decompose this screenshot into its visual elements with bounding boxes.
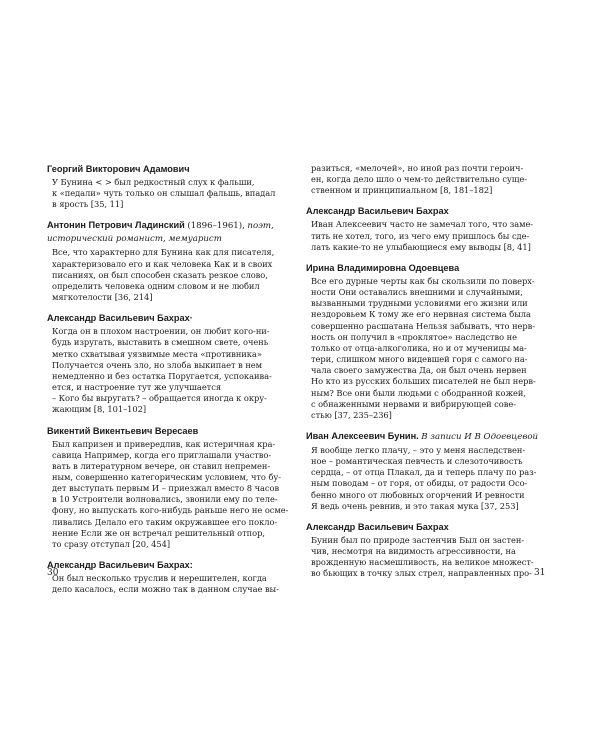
quote-text-line: Все, что характерно для Бунина как для писателя, xyxy=(52,247,275,258)
quote-text-line: ным, совершенно категорическим условием, что бу- xyxy=(52,471,281,482)
author-name: Антонин Петрович Ладинский xyxy=(47,220,185,231)
quote-author xyxy=(47,219,297,245)
quote-entry xyxy=(306,262,556,421)
quote-text-line: разиться, «мелочей», но иной раз почти героич- xyxy=(311,163,524,173)
quote-text-line: в 10 Устроители волновались, звонили ему по теле- xyxy=(52,494,278,505)
quote-entry xyxy=(47,312,297,415)
quote-author xyxy=(306,205,556,217)
quote-entry xyxy=(47,163,297,210)
quote-text-line: то сразу отступал [20, 454] xyxy=(52,538,171,549)
quote-author xyxy=(306,430,556,443)
author-name: Викентий Викентьевич Вересаев xyxy=(47,425,199,436)
quote-text-line: во бьющих в точку злых стрел, направленных про- xyxy=(311,568,532,579)
quote-text-line: сердца, – от отца Плакал, да и теперь плачу по раз- xyxy=(311,467,537,478)
quote-text-line: ным? Все они были людьми с ободранной кожей, xyxy=(311,387,526,398)
quote-text-line: Я ведь очень ревнив, и это такая мука [37, 253] xyxy=(311,500,519,511)
quote-text-line: чала своего замужества Да, он был очень нервен xyxy=(311,365,527,376)
quote-text-line: чив, несмотря на видимость агрессивности, на xyxy=(311,546,516,557)
quote-author xyxy=(306,262,556,274)
quote-text-line: тери, слишком много видевшей горя с самого на- xyxy=(311,354,528,365)
quote-text-line: мягкотелости [36, 214] xyxy=(52,292,153,303)
author-name: Иван Алексеевич Бунин. xyxy=(306,430,419,441)
quote-text-line: с обнаженными нервами и вибрирующей сове- xyxy=(311,398,516,409)
quote-entry xyxy=(306,430,556,512)
quote-text-line: нездоровьем К тому же его нервная система была xyxy=(311,309,531,320)
quote-text-line: нение Если же он встречал решительный отпор, xyxy=(52,527,265,538)
quote-author xyxy=(47,425,297,437)
quote-text-line: немедленно и без остатка Поругается, успокаива- xyxy=(52,370,272,381)
quote-text-line: тить не хотел, того, из чего ему пришлось бы сде- xyxy=(311,230,530,241)
quote-text-line: ным поводам – от горя, от обиды, от радости Осо- xyxy=(311,478,528,489)
quote-text-line: Все его дурные черты как бы скользили по поверх- xyxy=(311,275,535,286)
quote-text-line: Когда он в плохом настроении, он любит кого-ни- xyxy=(52,326,270,337)
author-name: Александр Васильевич Бахрах xyxy=(306,521,449,532)
quote-text-line: дело касалось, если можно так в данном случае вы- xyxy=(52,584,279,595)
quote-text-line: ное – романтическая певчесть и слезоточивость xyxy=(311,456,523,467)
quote-text-line: ен, когда дело шло о чем-то действительно суще- xyxy=(311,174,528,185)
quote-text-line: Он был несколько труслив и нерешителен, когда xyxy=(52,573,267,584)
left-column xyxy=(47,163,297,604)
quote-text-line: к «педали» чуть только он слышал фальшь, впадал xyxy=(52,188,276,199)
page-number-right: 31 xyxy=(534,568,546,578)
quote-text-line: метко схватывая уязвимые места «противника» xyxy=(52,348,262,359)
quote-entry xyxy=(306,521,556,580)
quote-text-line: вызванными трудными условиями его жизни или xyxy=(311,298,528,309)
quote-text-line: У Бунина < > был редкостный слух к фальши, xyxy=(52,177,255,187)
quote-text-line: будь изругать, выставить в смешном свете, очень xyxy=(52,337,269,348)
author-role: В записи И В Одоевцевой xyxy=(421,431,539,442)
quote-text-line: Бунин был по природе застенчив Был он застен- xyxy=(311,534,525,545)
quote-text-line: только от отца-алкоголика, но и от мученицы ма- xyxy=(311,342,527,353)
quote-text-line: жающим [8, 101–102] xyxy=(52,404,147,415)
quote-text-line: дет выступать первым И – приезжал вместо 8 часов xyxy=(52,483,280,494)
quote-text-line: писаниях, он был способен сказать резкое слово, xyxy=(52,269,268,280)
quote-text-line: ственном и принципиальном [8, 181–182] xyxy=(311,185,493,196)
quote-continuation xyxy=(306,163,556,196)
quote-text-line: Но кто из русских больших писателей не был нерв- xyxy=(311,376,536,387)
quote-text-line: лать какие-то не улыбающиеся ему выводы [8, 41] xyxy=(311,241,531,252)
quote-text-line: совершенно расшатана Нельзя забывать, что нерв- xyxy=(311,320,536,331)
quote-text-line: вать в литературном вечере, он ставил непремен- xyxy=(52,460,271,471)
author-name: Георгий Викторович Адамович xyxy=(47,164,190,174)
quote-text-line: бенно много от любовных огорчений И ревности xyxy=(311,489,525,500)
quote-entry xyxy=(306,205,556,252)
quote-text-line: врожденную насмешливость, на великое множест- xyxy=(311,557,534,568)
quote-text-line: характеризовало его и как человека Как и в своих xyxy=(52,258,273,269)
quote-text-line: ется, и настроение тут же улучшается xyxy=(52,382,221,393)
page-number-left: 30 xyxy=(47,568,59,578)
quote-entry xyxy=(47,219,297,303)
author-name: Ирина Владимировна Одоевцева xyxy=(306,262,460,273)
quote-text-line: ность он получил в «проклятое» наследство не xyxy=(311,331,517,342)
quote-author xyxy=(47,312,297,324)
quote-text-line: определить человека одним словом и не любил xyxy=(52,280,260,291)
right-column xyxy=(306,163,556,589)
quote-author xyxy=(306,521,556,533)
author-name: Александр Васильевич Бахрах xyxy=(306,206,449,217)
quote-entry xyxy=(47,425,297,551)
author-name: Александр Васильевич Бахрах: xyxy=(47,560,193,571)
quote-text-line: Я вообще легко плачу, – это у меня наследствен- xyxy=(311,444,526,455)
author-name: Александр Васильевич Бахрах· xyxy=(47,313,193,324)
quote-text-line: савица Например, когда его приглашали участво- xyxy=(52,449,272,460)
quote-text-line: ливались Делало его таким окружавшее его покло- xyxy=(52,516,278,527)
quote-text-line: – Кого бы выругать? – обращается иногда к окру- xyxy=(52,393,267,404)
quote-text-line: стью [37, 235–236] xyxy=(311,409,392,420)
quote-entry xyxy=(47,559,297,595)
author-dates: (1896–1961), xyxy=(187,221,245,232)
quote-author xyxy=(47,163,297,175)
quote-text-line: Был капризен и привередлив, как истеричная кра- xyxy=(52,438,276,449)
quote-text-line: Иван Алексеевич часто не замечал того, что заме- xyxy=(311,219,534,230)
quote-text-line: ности Они оставались внешними и случайными, xyxy=(311,287,523,298)
author-role: поэт, исторический романист, мемуарист xyxy=(47,221,274,245)
quote-text-line: в ярость [35, 11] xyxy=(52,199,124,210)
quote-author xyxy=(47,559,297,571)
quote-text-line: Получается очень зло, но злоба выкипает в нем xyxy=(52,359,263,370)
quote-text-line: фону, но выпускать кого-нибудь раньше него не осме- xyxy=(52,505,289,516)
